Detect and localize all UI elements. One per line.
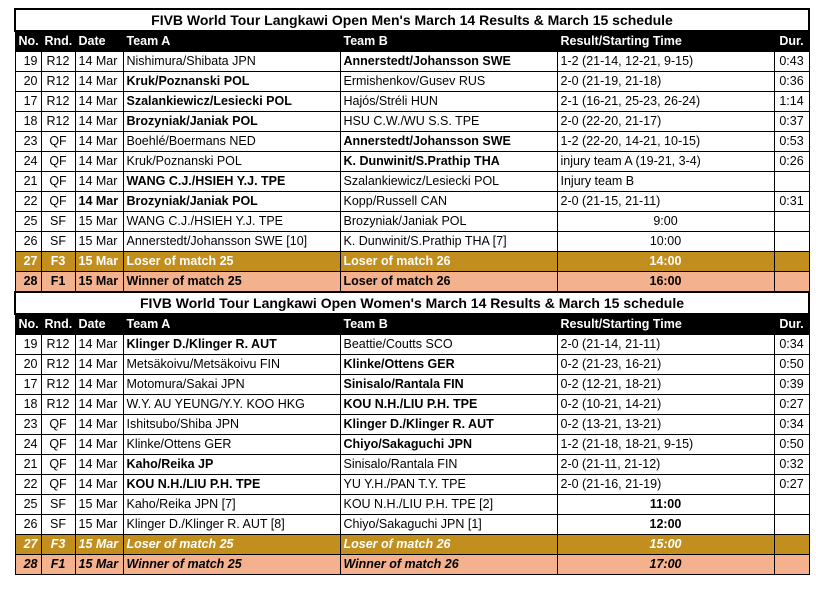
table-row [15, 272, 809, 293]
table-row [15, 535, 809, 555]
team-a-cell: W.Y. AU YEUNG/Y.Y. KOO HKG [123, 395, 340, 415]
men-header-col-result: Result/Starting Time [557, 31, 774, 52]
result-cell: 1-2 (21-18, 18-21, 9-15) [557, 435, 774, 455]
round-cell: R12 [41, 92, 75, 112]
team-b-cell: K. Dunwinit/S.Prathip THA [7] [340, 232, 557, 252]
date-cell: 15 Mar [75, 495, 123, 515]
date-cell: 14 Mar [75, 112, 123, 132]
round-cell: QF [41, 132, 75, 152]
result-cell: 11:00 [557, 495, 774, 515]
duration-cell [774, 535, 809, 555]
table-row [15, 555, 809, 575]
date-cell: 15 Mar [75, 555, 123, 575]
team-a-cell: Winner of match 25 [123, 555, 340, 575]
team-a-cell: Kruk/Poznanski POL [123, 152, 340, 172]
round-cell: F3 [41, 252, 75, 272]
match-number-cell: 25 [15, 212, 41, 232]
result-cell: 2-0 (21-11, 21-12) [557, 455, 774, 475]
date-cell: 15 Mar [75, 272, 123, 293]
date-cell: 14 Mar [75, 92, 123, 112]
table-row [15, 172, 809, 192]
date-cell: 14 Mar [75, 375, 123, 395]
result-cell: 0-2 (13-21, 13-21) [557, 415, 774, 435]
result-cell: 12:00 [557, 515, 774, 535]
team-a-cell: WANG C.J./HSIEH Y.J. TPE [123, 172, 340, 192]
men-header-col-duration: Dur. [774, 31, 809, 52]
date-cell: 14 Mar [75, 395, 123, 415]
round-cell: QF [41, 172, 75, 192]
duration-cell: 0:27 [774, 475, 809, 495]
round-cell: SF [41, 212, 75, 232]
round-cell: SF [41, 232, 75, 252]
duration-cell: 0:32 [774, 455, 809, 475]
table-row [15, 515, 809, 535]
table-row [15, 112, 809, 132]
team-b-cell: KOU N.H./LIU P.H. TPE [2] [340, 495, 557, 515]
team-b-cell: Ermishenkov/Gusev RUS [340, 72, 557, 92]
men-title-row [15, 9, 809, 31]
women-header-col-duration: Dur. [774, 314, 809, 335]
team-a-cell: Klinger D./Klinger R. AUT [123, 335, 340, 355]
table-row [15, 355, 809, 375]
result-cell: 16:00 [557, 272, 774, 293]
duration-cell: 0:31 [774, 192, 809, 212]
table-row [15, 435, 809, 455]
team-a-cell: Annerstedt/Johansson SWE [10] [123, 232, 340, 252]
match-number-cell: 24 [15, 435, 41, 455]
round-cell: R12 [41, 72, 75, 92]
table-row [15, 72, 809, 92]
women-header-col-team-a: Team A [123, 314, 340, 335]
table-row [15, 375, 809, 395]
match-number-cell: 18 [15, 395, 41, 415]
result-cell: 17:00 [557, 555, 774, 575]
round-cell: R12 [41, 375, 75, 395]
round-cell: R12 [41, 112, 75, 132]
team-a-cell: Kaho/Reika JPN [7] [123, 495, 340, 515]
match-number-cell: 19 [15, 52, 41, 72]
match-number-cell: 23 [15, 132, 41, 152]
team-a-cell: Ishitsubo/Shiba JPN [123, 415, 340, 435]
team-b-cell: KOU N.H./LIU P.H. TPE [340, 395, 557, 415]
match-number-cell: 17 [15, 375, 41, 395]
match-number-cell: 21 [15, 172, 41, 192]
women-title-row [15, 292, 809, 314]
table-row [15, 152, 809, 172]
team-a-cell: Loser of match 25 [123, 535, 340, 555]
round-cell: QF [41, 475, 75, 495]
round-cell: QF [41, 435, 75, 455]
women-header-col-result: Result/Starting Time [557, 314, 774, 335]
date-cell: 14 Mar [75, 152, 123, 172]
match-number-cell: 27 [15, 535, 41, 555]
team-a-cell: KOU N.H./LIU P.H. TPE [123, 475, 340, 495]
team-b-cell: Sinisalo/Rantala FIN [340, 455, 557, 475]
match-number-cell: 26 [15, 232, 41, 252]
duration-cell [774, 495, 809, 515]
result-cell: 0-2 (10-21, 14-21) [557, 395, 774, 415]
men-section-title: FIVB World Tour Langkawi Open Men's March 14 Results & March 15 schedule [15, 9, 809, 31]
result-cell: 2-0 (22-20, 21-17) [557, 112, 774, 132]
team-a-cell: Brozyniak/Janiak POL [123, 112, 340, 132]
team-a-cell: Szalankiewicz/Lesiecki POL [123, 92, 340, 112]
team-b-cell: Chiyo/Sakaguchi JPN [1] [340, 515, 557, 535]
match-number-cell: 28 [15, 272, 41, 293]
result-cell: 1-2 (22-20, 14-21, 10-15) [557, 132, 774, 152]
duration-cell: 0:37 [774, 112, 809, 132]
match-number-cell: 26 [15, 515, 41, 535]
women-header-col-date: Date [75, 314, 123, 335]
duration-cell: 0:39 [774, 375, 809, 395]
match-number-cell: 28 [15, 555, 41, 575]
table-row [15, 335, 809, 355]
round-cell: R12 [41, 355, 75, 375]
round-cell: R12 [41, 52, 75, 72]
match-number-cell: 23 [15, 415, 41, 435]
match-number-cell: 27 [15, 252, 41, 272]
round-cell: F1 [41, 272, 75, 293]
table-row [15, 252, 809, 272]
team-b-cell: YU Y.H./PAN T.Y. TPE [340, 475, 557, 495]
team-b-cell: Brozyniak/Janiak POL [340, 212, 557, 232]
team-b-cell: HSU C.W./WU S.S. TPE [340, 112, 557, 132]
date-cell: 14 Mar [75, 475, 123, 495]
date-cell: 14 Mar [75, 415, 123, 435]
team-a-cell: Kaho/Reika JP [123, 455, 340, 475]
table-row [15, 192, 809, 212]
men-header-col-round: Rnd. [41, 31, 75, 52]
date-cell: 14 Mar [75, 52, 123, 72]
men-header-col-team-a: Team A [123, 31, 340, 52]
date-cell: 14 Mar [75, 72, 123, 92]
table-row [15, 212, 809, 232]
date-cell: 15 Mar [75, 515, 123, 535]
women-header-col-team-b: Team B [340, 314, 557, 335]
duration-cell [774, 555, 809, 575]
team-b-cell: Loser of match 26 [340, 272, 557, 293]
result-cell: 1-2 (21-14, 12-21, 9-15) [557, 52, 774, 72]
round-cell: QF [41, 415, 75, 435]
women-section-title: FIVB World Tour Langkawi Open Women's March 14 Results & March 15 schedule [15, 292, 809, 314]
duration-cell: 0:27 [774, 395, 809, 415]
duration-cell: 0:36 [774, 72, 809, 92]
date-cell: 14 Mar [75, 455, 123, 475]
result-cell: injury team A (19-21, 3-4) [557, 152, 774, 172]
men-header-col-no: No. [15, 31, 41, 52]
team-b-cell: K. Dunwinit/S.Prathip THA [340, 152, 557, 172]
result-cell: Injury team B [557, 172, 774, 192]
table-row [15, 455, 809, 475]
team-b-cell: Klinger D./Klinger R. AUT [340, 415, 557, 435]
table-row [15, 92, 809, 112]
duration-cell: 0:34 [774, 335, 809, 355]
duration-cell [774, 272, 809, 293]
result-cell: 2-0 (21-15, 21-11) [557, 192, 774, 212]
schedule-sheet [14, 8, 808, 575]
table-row [15, 495, 809, 515]
team-b-cell: Loser of match 26 [340, 535, 557, 555]
team-a-cell: Loser of match 25 [123, 252, 340, 272]
duration-cell: 0:50 [774, 355, 809, 375]
date-cell: 14 Mar [75, 335, 123, 355]
team-b-cell: Chiyo/Sakaguchi JPN [340, 435, 557, 455]
team-b-cell: Szalankiewicz/Lesiecki POL [340, 172, 557, 192]
team-a-cell: Metsäkoivu/Metsäkoivu FIN [123, 355, 340, 375]
round-cell: QF [41, 152, 75, 172]
team-b-cell: Hajós/Stréli HUN [340, 92, 557, 112]
women-header-col-no: No. [15, 314, 41, 335]
match-number-cell: 25 [15, 495, 41, 515]
round-cell: R12 [41, 335, 75, 355]
duration-cell [774, 212, 809, 232]
team-a-cell: Kruk/Poznanski POL [123, 72, 340, 92]
round-cell: QF [41, 192, 75, 212]
match-number-cell: 21 [15, 455, 41, 475]
duration-cell: 1:14 [774, 92, 809, 112]
team-b-cell: Annerstedt/Johansson SWE [340, 52, 557, 72]
duration-cell [774, 252, 809, 272]
duration-cell [774, 232, 809, 252]
men-header-col-date: Date [75, 31, 123, 52]
date-cell: 15 Mar [75, 232, 123, 252]
result-cell: 14:00 [557, 252, 774, 272]
team-a-cell: Boehlé/Boermans NED [123, 132, 340, 152]
round-cell: SF [41, 495, 75, 515]
round-cell: F1 [41, 555, 75, 575]
match-number-cell: 20 [15, 355, 41, 375]
women-header-col-round: Rnd. [41, 314, 75, 335]
team-b-cell: Kopp/Russell CAN [340, 192, 557, 212]
duration-cell [774, 515, 809, 535]
table-row [15, 475, 809, 495]
match-number-cell: 20 [15, 72, 41, 92]
result-cell: 2-0 (21-19, 21-18) [557, 72, 774, 92]
team-b-cell: Annerstedt/Johansson SWE [340, 132, 557, 152]
date-cell: 14 Mar [75, 435, 123, 455]
result-cell: 2-0 (21-14, 21-11) [557, 335, 774, 355]
team-a-cell: WANG C.J./HSIEH Y.J. TPE [123, 212, 340, 232]
table-row [15, 52, 809, 72]
duration-cell: 0:50 [774, 435, 809, 455]
date-cell: 14 Mar [75, 132, 123, 152]
team-b-cell: Beattie/Coutts SCO [340, 335, 557, 355]
team-a-cell: Brozyniak/Janiak POL [123, 192, 340, 212]
match-number-cell: 18 [15, 112, 41, 132]
duration-cell: 0:43 [774, 52, 809, 72]
table-row [15, 232, 809, 252]
match-number-cell: 22 [15, 475, 41, 495]
match-number-cell: 22 [15, 192, 41, 212]
round-cell: R12 [41, 395, 75, 415]
duration-cell [774, 172, 809, 192]
team-b-cell: Loser of match 26 [340, 252, 557, 272]
date-cell: 14 Mar [75, 355, 123, 375]
men-header-row [15, 31, 809, 52]
team-b-cell: Winner of match 26 [340, 555, 557, 575]
round-cell: SF [41, 515, 75, 535]
result-cell: 15:00 [557, 535, 774, 555]
result-cell: 9:00 [557, 212, 774, 232]
result-cell: 0-2 (12-21, 18-21) [557, 375, 774, 395]
result-cell: 10:00 [557, 232, 774, 252]
team-b-cell: Klinke/Ottens GER [340, 355, 557, 375]
result-cell: 0-2 (21-23, 16-21) [557, 355, 774, 375]
table-row [15, 395, 809, 415]
date-cell: 15 Mar [75, 535, 123, 555]
team-b-cell: Sinisalo/Rantala FIN [340, 375, 557, 395]
team-a-cell: Motomura/Sakai JPN [123, 375, 340, 395]
men-header-col-team-b: Team B [340, 31, 557, 52]
round-cell: F3 [41, 535, 75, 555]
result-cell: 2-0 (21-16, 21-19) [557, 475, 774, 495]
team-a-cell: Klinke/Ottens GER [123, 435, 340, 455]
team-a-cell: Winner of match 25 [123, 272, 340, 293]
team-a-cell: Klinger D./Klinger R. AUT [8] [123, 515, 340, 535]
match-number-cell: 17 [15, 92, 41, 112]
duration-cell: 0:26 [774, 152, 809, 172]
table-row [15, 132, 809, 152]
round-cell: QF [41, 455, 75, 475]
table-row [15, 415, 809, 435]
date-cell: 14 Mar [75, 192, 123, 212]
team-a-cell: Nishimura/Shibata JPN [123, 52, 340, 72]
date-cell: 15 Mar [75, 252, 123, 272]
date-cell: 14 Mar [75, 172, 123, 192]
match-number-cell: 24 [15, 152, 41, 172]
date-cell: 15 Mar [75, 212, 123, 232]
duration-cell: 0:53 [774, 132, 809, 152]
women-header-row [15, 314, 809, 335]
result-cell: 2-1 (16-21, 25-23, 26-24) [557, 92, 774, 112]
duration-cell: 0:34 [774, 415, 809, 435]
results-table [14, 8, 810, 575]
match-number-cell: 19 [15, 335, 41, 355]
